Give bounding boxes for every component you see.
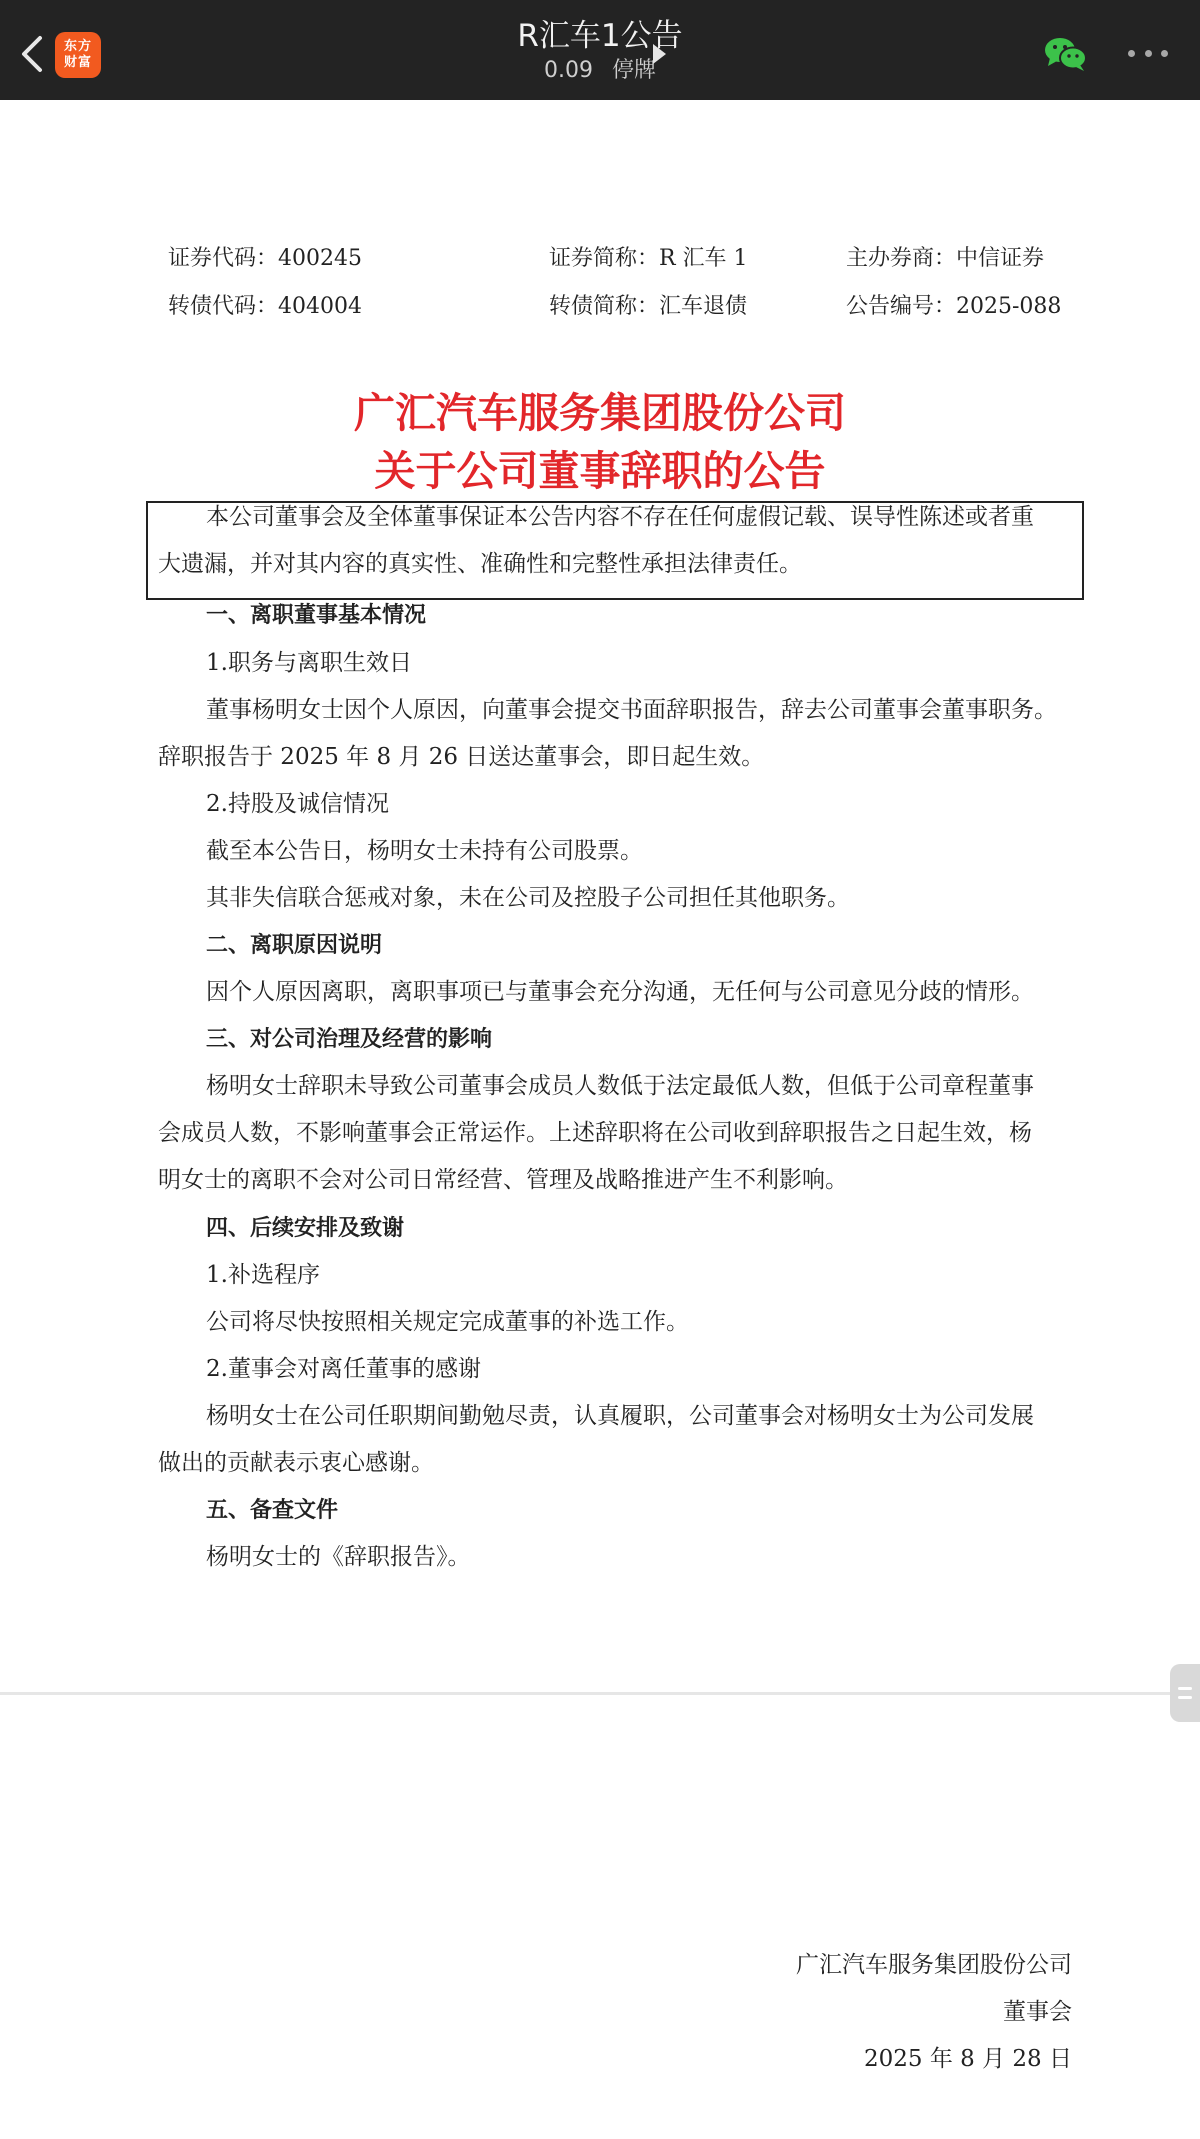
- disclaimer-line1: 本公司董事会及全体董事保证本公告内容不存在任何虚假记载、误导性陈述或者重: [206, 504, 1034, 530]
- announcement-document: [0, 100, 1200, 2139]
- section-3-heading: 三、对公司治理及经营的影响: [206, 1027, 493, 1052]
- document-title-line2: 关于公司董事辞职的公告: [374, 447, 826, 495]
- chevron-left-icon: [12, 30, 52, 78]
- page-title: R汇车1公告: [517, 18, 683, 54]
- play-icon[interactable]: [653, 44, 666, 64]
- section-5-paragraph-1: 杨明女士的《辞职报告》。: [206, 1544, 471, 1570]
- section-3-paragraph-1-line3: 明女士的离职不会对公司日常经营、管理及战略推进产生不利影响。: [158, 1167, 848, 1193]
- section-4-paragraph-2-line2: 做出的贡献表示衷心感谢。: [158, 1450, 434, 1476]
- section-1-subheading-1: 1.职务与离职生效日: [206, 650, 412, 676]
- section-4-subheading-1: 1.补选程序: [206, 1262, 320, 1288]
- nav-title-group[interactable]: [420, 16, 780, 92]
- security-short-name: 证券简称：R 汇车 1: [549, 246, 748, 271]
- wechat-share-button[interactable]: [1044, 36, 1088, 72]
- scroll-handle[interactable]: [1170, 1664, 1200, 1722]
- back-button[interactable]: [12, 30, 52, 78]
- top-nav-bar: [0, 0, 1200, 100]
- section-1-paragraph-1-line2: 辞职报告于 2025 年 8 月 26 日送达董事会，即日起生效。: [158, 744, 765, 770]
- section-2-heading: 二、离职原因说明: [206, 933, 383, 958]
- section-1-paragraph-3: 其非失信联合惩戒对象，未在公司及控股子公司担任其他职务。: [206, 885, 850, 911]
- logo-text-line1: 东方: [63, 39, 92, 54]
- section-1-heading: 一、离职董事基本情况: [206, 603, 427, 628]
- section-4-heading: 四、后续安排及致谢: [206, 1216, 405, 1241]
- disclaimer-line2: 大遗漏，并对其内容的真实性、准确性和完整性承担法律责任。: [158, 551, 802, 577]
- section-4-paragraph-1: 公司将尽快按照相关规定完成董事的补选工作。: [206, 1309, 689, 1335]
- section-4-subheading-2: 2.董事会对离任董事的感谢: [206, 1356, 481, 1382]
- section-1-paragraph-1-line1: 董事杨明女士因个人原因，向董事会提交书面辞职报告，辞去公司董事会董事职务。: [206, 697, 1057, 723]
- signature-board: 董事会: [1003, 1999, 1072, 2025]
- lead-broker: 主办券商：中信证券: [846, 246, 1045, 271]
- signature-date: 2025 年 8 月 28 日: [864, 2046, 1072, 2072]
- section-5-heading: 五、备查文件: [206, 1498, 339, 1523]
- document-title-line1: 广汇汽车服务集团股份公司: [354, 389, 846, 437]
- security-code: 证券代码：400245: [168, 246, 362, 271]
- stock-quote: [420, 56, 780, 86]
- announcement-number: 公告编号：2025-088: [846, 294, 1062, 319]
- page-divider: [0, 1692, 1200, 1695]
- wechat-icon: [1044, 36, 1088, 72]
- bond-code: 转债代码：404004: [168, 294, 362, 319]
- section-2-paragraph-1: 因个人原因离职，离职事项已与董事会充分沟通，无任何与公司意见分歧的情形。: [206, 979, 1034, 1005]
- app-logo[interactable]: [55, 32, 101, 78]
- stock-price: 0.09: [544, 58, 593, 83]
- more-options-icon[interactable]: [1128, 50, 1168, 60]
- section-1-subheading-2: 2.持股及诚信情况: [206, 791, 389, 817]
- section-3-paragraph-1-line2: 会成员人数，不影响董事会正常运作。上述辞职将在公司收到辞职报告之日起生效，杨: [158, 1120, 1032, 1146]
- section-3-paragraph-1-line1: 杨明女士辞职未导致公司董事会成员人数低于法定最低人数，但低于公司章程董事: [206, 1073, 1034, 1099]
- bond-short-name: 转债简称：汇车退债: [549, 294, 748, 319]
- section-1-paragraph-2: 截至本公告日，杨明女士未持有公司股票。: [206, 838, 643, 864]
- logo-text-line2: 财富: [63, 55, 92, 70]
- signature-company: 广汇汽车服务集团股份公司: [796, 1952, 1072, 1978]
- section-4-paragraph-2-line1: 杨明女士在公司任职期间勤勉尽责，认真履职，公司董事会对杨明女士为公司发展: [206, 1403, 1034, 1429]
- trading-status: 停牌: [611, 58, 656, 83]
